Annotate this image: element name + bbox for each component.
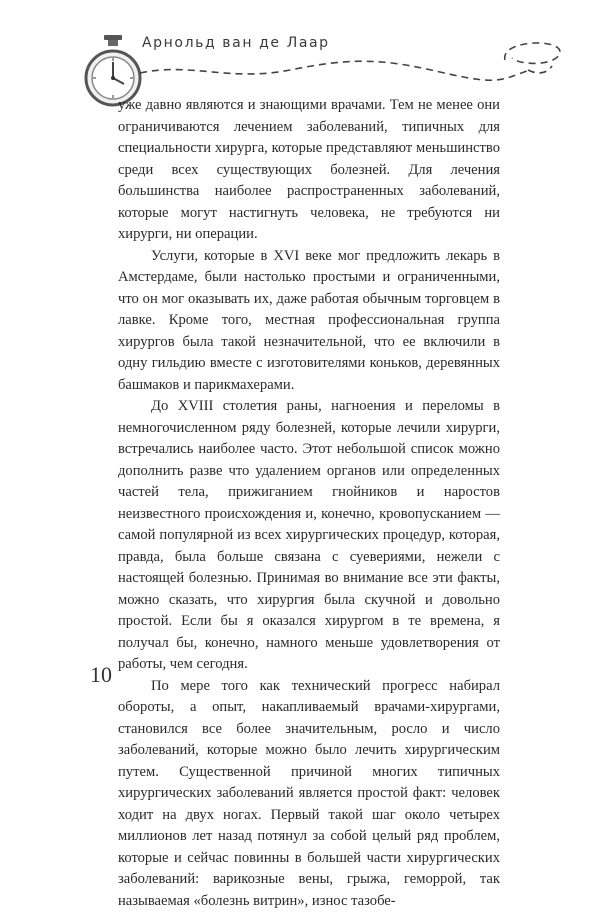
page-number: 10 xyxy=(90,662,112,688)
header-decoration xyxy=(0,0,600,110)
body-text xyxy=(118,95,500,912)
dashed-loop xyxy=(505,43,560,63)
page-header xyxy=(0,0,600,110)
author-name: Арнольд ван де Лаар xyxy=(142,35,330,51)
paragraph: уже давно являются и знающими врачами. Тем не менее они ограничиваются лечением заболеваний, типичных для специальности хирурга, которые представляют меньшинство среди всех существующих болезней. Для лечения большинства наиболее распространенных заболеваний, которые могут настигнуть человека, не требуются ни хирурги, ни операции. xyxy=(118,95,500,246)
paragraph: Услуги, которые в XVI веке мог предложить лекарь в Амстердаме, были настолько простыми и ограниченными, что он мог оказывать их, даже работая обычным торговцем в лавке. Кроме того, местная профессиональная группа хирургов была такой незначительной, что ее включили в одну гильдию вместе с изготовителями коньков, деревянных башмаков и парикмахерами. xyxy=(118,246,500,397)
paragraph: До XVIII столетия раны, нагноения и переломы в немногочисленном ряду болезней, которые лечили хирурги, встречались наиболее часто. Этот небольшой список можно дополнить разве что удалением органов или определенных частей тела, прижиганием гнойников и наростов неизвестного происхождения и, конечно, кровопусканием — самой популярной из всех хирургических процедур, которая, правда, была больше связана с суевериями, нежели с настоящей болезнью. Принимая во внимание все эти факты, можно сказать, что хирургия была скучной и довольно простой. Если бы я оказался хирургом в те времена, я получал бы, конечно, намного меньше удовлетворения от работы, чем сегодня. xyxy=(118,396,500,676)
paragraph: По мере того как технический прогресс набирал обороты, а опыт, накапливаемый врачами-хирургами, становился все более значительным, росло и число заболеваний, которые можно было лечить хирургическим путем. Существенной причиной многих типичных хирургических заболеваний является простой факт: человек ходит на двух ногах. Первый такой шаг около четырех миллионов лет назад потянул за собой целый ряд проблем, которые и сейчас повинны в большей части хирургических заболеваний: варикозные вены, грыжа, геморрой, так называемая «болезнь витрин», износ тазобе- xyxy=(118,676,500,912)
dashed-trail xyxy=(140,61,530,80)
